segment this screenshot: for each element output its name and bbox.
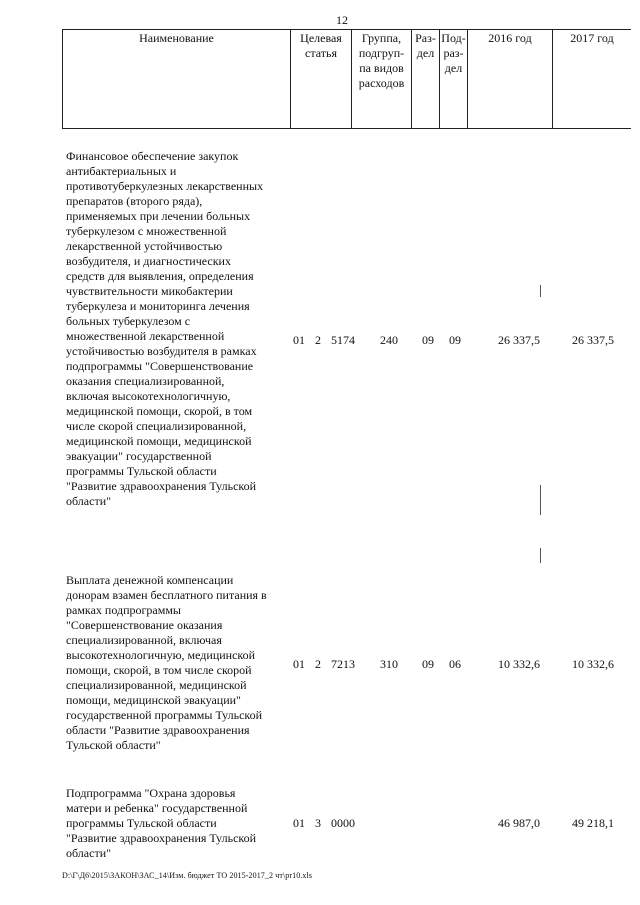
header-2017: 2017 год [570, 31, 614, 45]
header-name: Наименование [63, 30, 291, 128]
target-code-program: 01 [293, 657, 305, 671]
section: 09 [422, 657, 434, 671]
target-code-direction: 5174 [331, 333, 355, 347]
target-code-subprogram: 3 [315, 816, 321, 830]
scan-mark [540, 485, 541, 515]
amount-2016: 26 337,5 [498, 333, 540, 347]
row-name: Финансовое обеспечение закупок антибактериальных и противотуберкулезных лекарственных препаратов (второго ряда), применяемых при лечении больных туберкулезом с множественной лекарственной устойчивостью возбудителя, и диагностических средств для выявления, определения чувствительности микобактерии туберкулеза и мониторинга лечения больных туберкулезом с множественной лекарственной устойчивостью возбудителя в рамках подпрограммы "Совершенствование оказания специализированной, включая высокотехнологичную, медицинской помощи, скорой, в том числе скорой специализированной, медицинской помощи, медицинской эвакуации" государственной программы Тульской области "Развитие здравоохранения Тульской области" [66, 149, 264, 508]
subsection: 06 [449, 657, 461, 671]
header-2016: 2016 год [468, 30, 553, 128]
header-section: Раз- дел [412, 30, 440, 128]
table-header [62, 29, 631, 129]
amount-2017: 49 218,1 [572, 816, 614, 830]
file-path-footer: D:\Г\Д6\2015\ЗАКОН\ЗАС_14\Изм. бюджет ТО 2015-2017_2 чт\pr10.xls [62, 871, 313, 880]
row-name: Выплата денежной компенсации донорам взамен бесплатного питания в рамках подпрограммы "Совершенствование оказания специализированной, включая высокотехнологичную, медицинской помощи, скорой, в том числе скорой специализированной, медицинской помощи, медицинской эвакуации" государственной программы Тульской области "Развитие здравоохранения Тульской области" [66, 573, 267, 752]
target-code-subprogram: 2 [315, 657, 321, 671]
scan-mark [540, 548, 541, 563]
amount-2016: 10 332,6 [498, 657, 540, 671]
subsection: 09 [449, 333, 461, 347]
scan-mark [540, 285, 541, 297]
table-row [62, 573, 630, 763]
page-number: 12 [336, 13, 348, 27]
amount-2017: 10 332,6 [572, 657, 614, 671]
amount-2016: 46 987,0 [498, 816, 540, 830]
target-code-direction: 0000 [331, 816, 355, 830]
target-code-subprogram: 2 [315, 333, 321, 347]
header-subsection: Под- раз- дел [440, 30, 468, 128]
target-code-program: 01 [293, 333, 305, 347]
table-row [62, 786, 630, 866]
row-name: Подпрограмма "Охрана здоровья матери и ребенка" государственной программы Тульской области "Развитие здравоохранения Тульской области" [66, 786, 257, 860]
header-target-article: Целевая статья [291, 30, 352, 128]
section: 09 [422, 333, 434, 347]
target-code-direction: 7213 [331, 657, 355, 671]
header-expense-group: Группа, подгруп- па видов расходов [352, 30, 412, 128]
table-row [62, 149, 630, 539]
expense-group: 240 [380, 333, 398, 347]
amount-2017: 26 337,5 [572, 333, 614, 347]
target-code-program: 01 [293, 816, 305, 830]
expense-group: 310 [380, 657, 398, 671]
